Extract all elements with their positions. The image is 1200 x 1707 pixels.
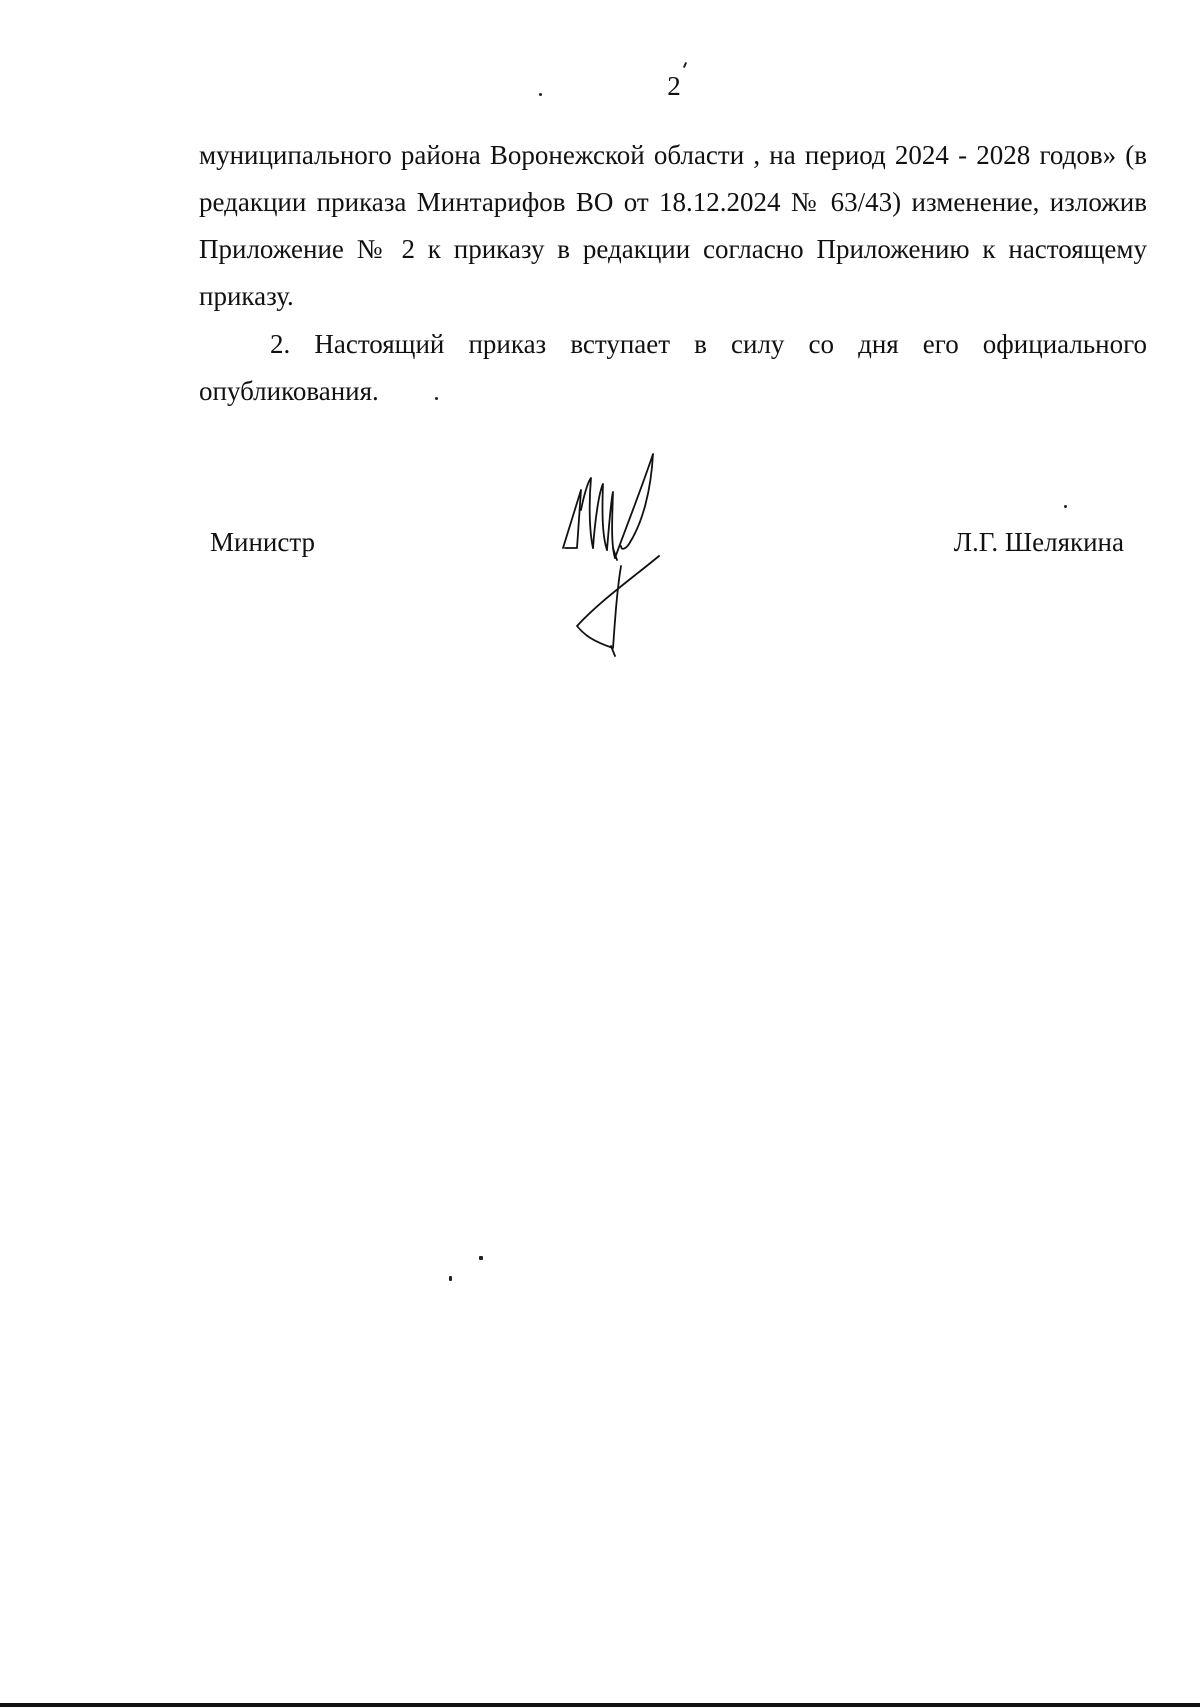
scan-speck xyxy=(539,93,542,96)
scan-speck xyxy=(479,1256,483,1260)
signatory-name: Л.Г. Шелякина xyxy=(953,527,1124,557)
page-number: 2 xyxy=(667,71,681,101)
scan-speck xyxy=(435,397,438,400)
document-body xyxy=(199,132,1147,415)
page-bottom-edge xyxy=(0,1703,1200,1707)
paragraph-continuation: муниципального района Воронежской области , на период 2024 - 2028 годов» (в редакции приказа Минтарифов ВО от 18.12.2024 № 63/43) изменение, изложив Приложение № 2 к приказу в редакции согласно Приложению к настоящему приказу. xyxy=(199,140,1147,311)
scan-speck xyxy=(683,62,687,68)
handwritten-signature xyxy=(555,450,675,660)
paragraph-effective-date: 2. Настоящий приказ вступает в силу со дня его официального опубликования. xyxy=(199,329,1147,406)
scan-speck xyxy=(1064,505,1067,508)
signatory-title: Министр xyxy=(210,527,315,557)
scan-speck xyxy=(449,1276,452,1281)
